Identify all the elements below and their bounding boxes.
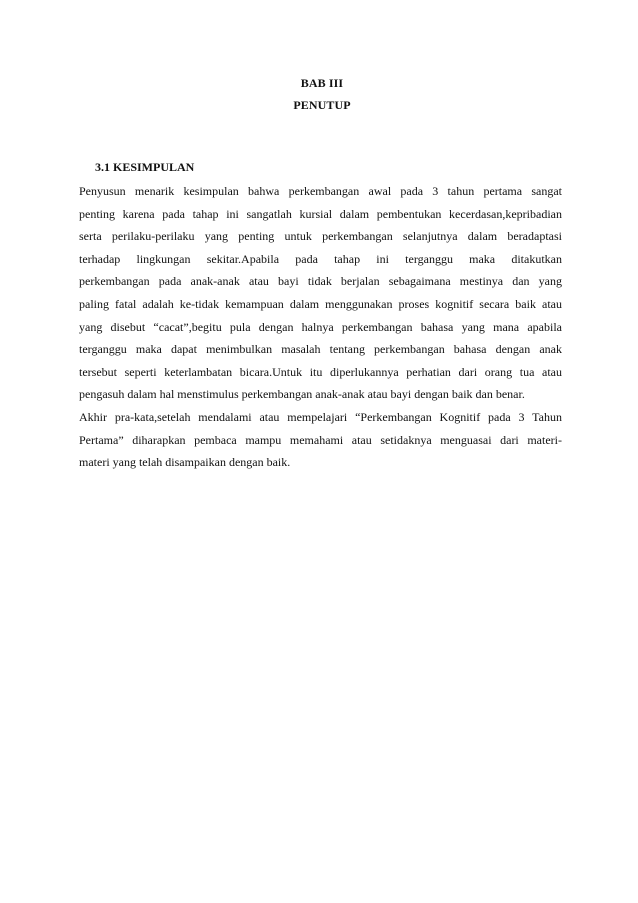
paragraph-line: Akhir pra-kata,setelah mendalami atau mempelajari “Perkembangan Kognitif pada 3 Tahun <box>79 409 562 424</box>
paragraph-line: yang disebut “cacat”,begitu pula dengan halnya perkembangan bahasa yang mana apabila <box>79 319 562 334</box>
conclusion-paragraph <box>79 180 562 474</box>
chapter-label: BAB III <box>300 76 344 90</box>
paragraph-line: materi yang telah disampaikan dengan baik. <box>79 455 291 470</box>
paragraph-line: Penyusun menarik kesimpulan bahwa perkembangan awal pada 3 tahun pertama sangat <box>79 184 562 198</box>
chapter-title: PENUTUP <box>293 98 351 112</box>
paragraph-line: terhadap lingkungan sekitar.Apabila pada tahap ini terganggu maka ditakutkan <box>79 251 562 266</box>
paragraph-line: terganggu maka dapat menimbulkan masalah tentang perkembangan bahasa dengan anak <box>79 342 562 357</box>
paragraph-line: perkembangan pada anak-anak atau bayi tidak berjalan sebagaimana mestinya dan yang <box>79 274 562 289</box>
paragraph-line: Pertama” diharapkan pembaca mampu memahami atau setidaknya menguasai dari materi- <box>79 432 562 447</box>
paragraph-line: paling fatal adalah ke-tidak kemampuan dalam menggunakan proses kognitif secara baik atau <box>79 296 562 311</box>
paragraph-line: pengasuh dalam hal menstimulus perkembangan anak-anak atau bayi dengan baik dan benar. <box>79 387 525 402</box>
section-heading: 3.1 KESIMPULAN <box>95 160 195 174</box>
paragraph-line: penting karena pada tahap ini sangatlah kursial dalam pembentukan kecerdasan,kepribadian <box>79 206 562 221</box>
paragraph-line: serta perilaku-perilaku yang penting untuk perkembangan selanjutnya dalam beradaptasi <box>79 229 562 244</box>
paragraph-line: tersebut seperti keterlambatan bicara.Untuk itu diperlukannya perhatian dari orang tua atau <box>79 364 562 379</box>
